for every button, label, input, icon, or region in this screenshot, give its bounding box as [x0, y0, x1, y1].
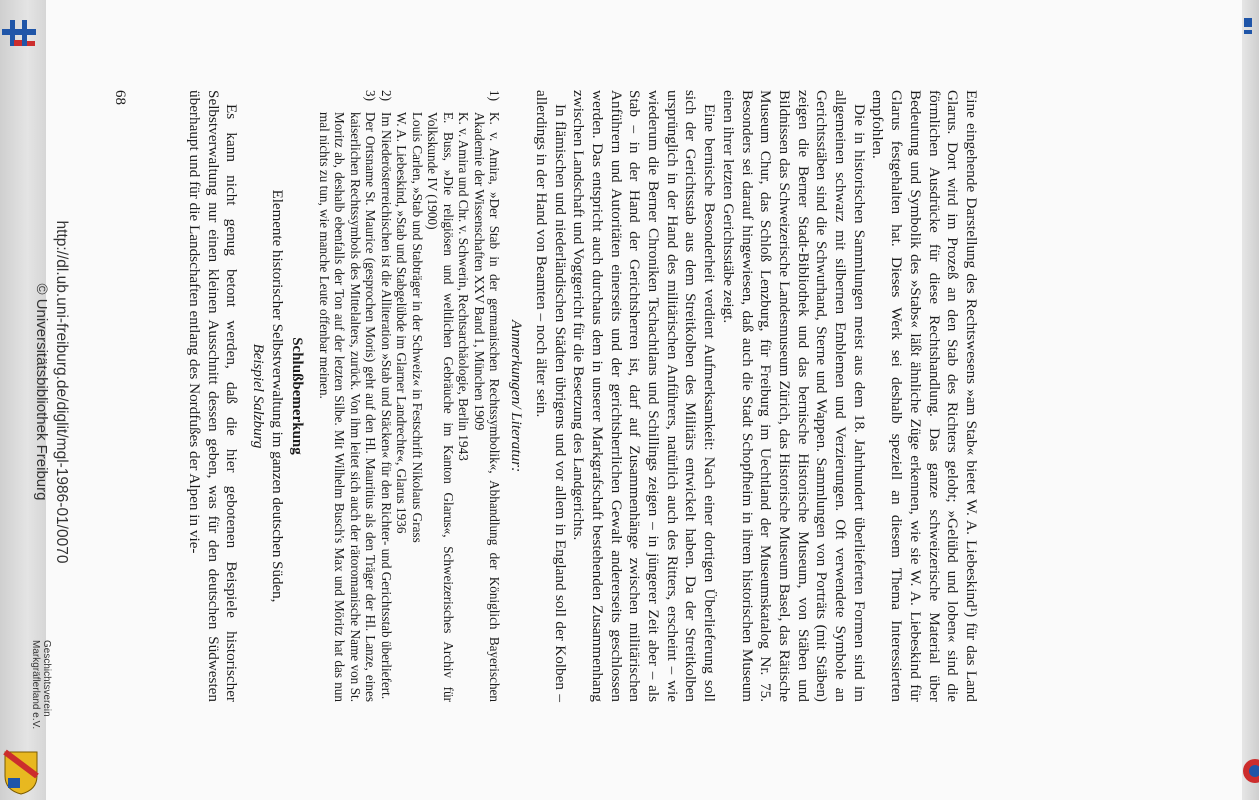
paragraph-3: Eine bernische Besonderheit verdient Aufmerksamkeit: Nach einer dortigen Überlieferung soll sich der Gerichtsstab aus dem Streitkolben des Militärs entwickelt haben. Da der Streitkolben ursprünglich in der Hand des militärischen Anführers, natürlich auch des Ritters, erscheint – wie wiederum die Berner Chroniken Tschachtlans und Schillings zeigen – in jüngerer Zeit aber – als Stab – in der Hand der Gerichtsherren ist, darf auf Zusammenhänge zwischen militärischen Anführern und Autoritäten einerseits und der gerichtsherrlichen Gewalt andererseits geschlossen werden. Das entspricht auch durchaus dem in unserer Markgrafschaft bestehenden Zusammenhang zwischen Landschaft und Vogtgericht für die Besetzung des Landgerichts. [570, 90, 719, 702]
note-line: K. v. Amira und Chr. v. Schwerin, Rechtsarchäologie, Berlin 1943 [456, 112, 472, 461]
closing-subtitle-example: Beispiel Salzburg [250, 343, 267, 449]
page-number: 68 [112, 90, 128, 105]
note-line: Louis Carlen, »Stab und Stabträger in der Schweiz« in Festschrift Nikolaus Grass [409, 112, 425, 543]
note-3 [316, 90, 378, 702]
note-line: Im Niederösterreichischen ist die Alliteration »Stab und Stäcken« für den Richter- und Gerichtsstab überliefert. [378, 112, 394, 700]
main-text-column [184, 90, 980, 702]
note-1 [394, 90, 503, 702]
closing-subtitle: Elemente historischer Selbstverwaltung im ganzen deutschen Süden, [268, 189, 285, 603]
note-line: Der Ortsname St. Maurice (gesprochen Moris) geht auf den Hl. Mauritius als den Träger der Hl. Lanze, eines kaiserlichen Rechtssymbols des Mittelalters, zurück. Von ihm leitet sich auch der rätoromanische Name von St. Moritz ab, deshalb ebenfalls der Ton auf der letzten Silbe. Mit Wilhelm Busch's Max und Möritz hat das nun mal nichts zu tun, wie manche Leute offenbar meinen. [316, 112, 379, 702]
right-margin-strip [1242, 0, 1259, 800]
university-logo-icon [0, 14, 40, 54]
note-number: 2) [378, 90, 394, 101]
notes-heading: Anmerkungen/ Literatur: [508, 319, 526, 473]
publisher-label [30, 640, 52, 729]
note-line: W. A. Liebeskind, »Stab und Stabgelübde im Glarner Landrechte«, Glarus 1936 [394, 112, 410, 534]
note-number: 3) [363, 90, 379, 101]
note-2 [378, 90, 394, 702]
publisher-line-1: Geschichtsverein [41, 640, 52, 717]
note-line: K. v. Amira, »Der Stab in der germanischen Rechtssymbolik«, Abhandlung der Königlich Bayerischen Akademie der Wissenschaften XXV Band 1, München 1909 [471, 112, 503, 702]
note-number: 1) [487, 90, 503, 101]
publisher-line-2: Markgräflerland e.V. [30, 640, 41, 730]
note-line: E. Buss, »Die religiösen und weltlichen Gebräuche im Kanton Glarus«, Schweizerisches Archiv für Volkskunde IV (1900) [425, 112, 456, 702]
closing-paragraph: Es kann nicht genug betont werden, daß die hier gebotenen Beispiele historischer Selbstverwaltung nur einen kleinen Ausschnitt dessen geben, was für den deutschen Südwesten überhaupt und für die Landschaften entlang des Nordfußes der Alpen in vie- [185, 90, 241, 702]
page-edge-marker-icon [1244, 18, 1252, 40]
closing-heading: Schlußbemerkung [289, 337, 306, 455]
page-edge-seal-icon [1241, 756, 1257, 786]
paragraph-2: Die in historischen Sammlungen meist aus dem 18. Jahrhundert überlieferten Formen sind im allgemeinen schwarz mit silbernen Emblemen und Verzierungen. Oft verwendete Symbole an Gerichtsstäben sind die Schwurhand, Sterne und Wappen. Sammlungen von Porträts (mit Stäben) zeigen die Berner Stadt-Bibliothek und das bernische Historische Museum, von Stäben und Bildnissen das Schweizerische Landesmuseum Zürich, das Historische Museum Basel, das Rätische Museum Chur, das Schloß Lenzburg, für Freiburg im Uechtland der Museumskatalog Nr. 75. Besonders sei darauf hingewiesen, daß auch die Stadt Schopfheim in ihrem historischen Museum einen ihrer letzten Gerichtsstäbe zeigt. [719, 90, 868, 702]
coat-of-arms-icon [2, 748, 40, 796]
source-url-link[interactable]: http://dl.ub.uni-freiburg.de/diglit/mgl-1986-01/0070 [53, 220, 70, 564]
copyright-notice: © Universitätsbibliothek Freiburg [33, 283, 50, 501]
paragraph-1: Eine eingehende Darstellung des Rechtswesens »am Stab« bietet W. A. Liebeskind¹) für das Land Glarus. Dort wird im Prozeß an den Stab des Richters gelobt; »Gelübd und loben« sind die förmlichen Ausdrücke für diese Rechtshandlung. Das ganze schweizerische Material über Bedeutung und Symbolik des »Stabs« läßt ähnliche Züge erkennen, wie sie W. A. Liebeskind für Glarus festgehalten hat. Dieses Werk sei deshalb speziell an diesem Thema Interessierten empfohlen. [869, 90, 980, 702]
paragraph-4: In flämischen und niederländischen Städten übrigens und vor allem in England soll der Kolben – allerdings in der Hand von Beamten – noch älter sein. [532, 90, 569, 702]
rotated-page-content [30, 0, 1040, 800]
